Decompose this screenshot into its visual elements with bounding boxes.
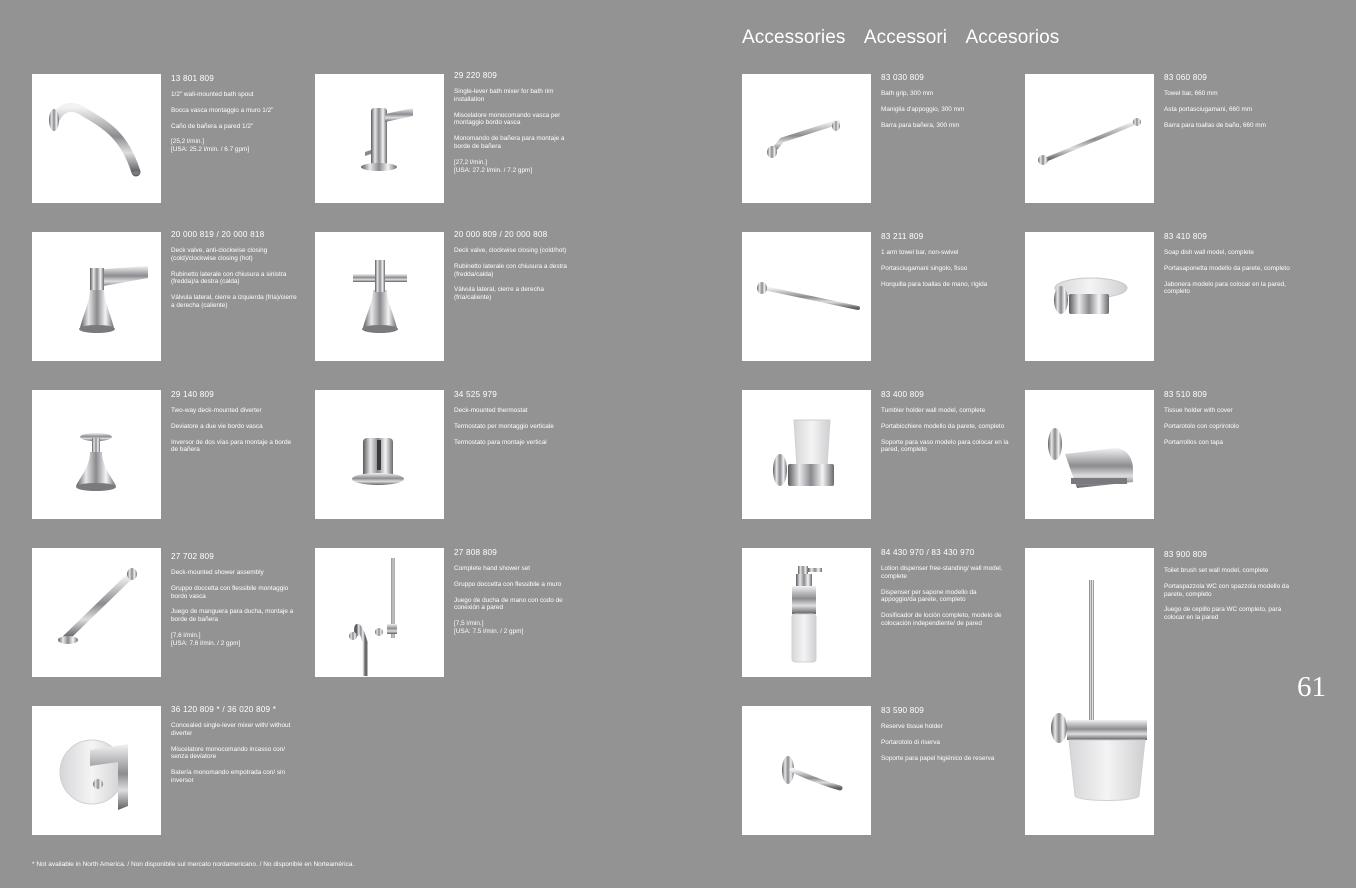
product-description: Horquilla para toallas de mano, rígida [881,280,988,288]
product-description: Maniglia d'appoggio, 300 mm [881,105,965,113]
product-image [32,548,161,677]
flow-rate: [USA: 7.5 l/min. / 2 gpm] [454,627,524,635]
product-image [315,548,444,677]
product-description: Single-lever bath mixer for bath rim installation [454,88,554,103]
product-info [171,705,299,793]
product-description: Portarotolo di riserva [881,738,940,746]
product-description: Two-way deck-mounted diverter [171,407,262,414]
product-description: Complete hand shower set [454,565,531,572]
product-description: Dispenser per sapone modello da appoggio/da parete, completo [881,588,977,604]
product-info [454,71,582,174]
product-description: Bocca vasca montaggio a muro 1/2" [171,106,274,114]
section-header [742,27,1073,49]
product-code: 83 410 809 [1164,232,1207,241]
flow-rate: [27,2 l/min.] [454,158,488,166]
product-description: 1 arm towel bar, non-swivel [881,249,959,256]
product-image [1025,548,1154,835]
product-description: Deck-mounted thermostat [454,407,528,414]
product-info [1164,73,1292,137]
product-description: Termostato per montaggio verticale [454,422,554,430]
product-image [742,232,871,361]
flow-rate: [7,6 l/min.] [171,631,201,639]
header-title-en: Accessories [742,27,846,48]
product-description: Concealed single-lever mixer with/ without diverter [171,722,291,737]
product-description: Asta portasciugamani, 660 mm [1164,105,1253,113]
product-description: Juego de manguera para ducha, montaje a borde de bañera [171,608,294,624]
product-description: Inversor de dos vías para montaje a borde de bañera [171,438,292,454]
product-description: Portasciugamani singolo, fisso [881,264,968,272]
product-description: Válvula lateral, cierre a izquierda (fría)/cierre a derecha (caliente) [171,294,297,309]
product-description: Rubinetto laterale con chiusura a sinistra (fredda)/a destra (calda) [171,270,287,286]
product-description: Monomando de bañera para montaje a borde de bañera [454,135,565,150]
product-description: Deck valve, anti-clockwise closing (cold)/clockwise closing (hot) [171,247,268,262]
product-description: Juego de ducha de mano con codo de conexión a pared [454,596,563,612]
product-description: 1/2" wall-mounted bath spout [171,91,254,98]
page-number: 61 [1297,671,1326,703]
product-image [315,390,444,519]
product-code: 83 211 809 [881,232,924,241]
product-info [171,390,299,462]
product-info [881,232,1009,296]
product-image [315,232,444,361]
product-description: Portarrollos con tapa [1164,438,1223,446]
product-info [171,74,299,154]
product-description: Portasaponetta modello da parete, completo [1164,264,1290,272]
product-description: Soporte para vaso modelo para colocar en la pared, completo [881,438,1009,454]
product-code: 83 060 809 [1164,73,1207,82]
product-description: Jabonera modelo para colocar en la pared, completo [1164,280,1286,296]
product-code: 36 120 809 * / 36 020 809 * [171,705,277,714]
product-description: Miscelatore monocomando vasca per montaggio bordo vasca [454,111,561,127]
product-description: Portarotolo con coprirotolo [1164,422,1239,430]
product-description: Rubinetto laterale con chiusura a destra (fredda/calda) [454,262,567,278]
product-description: Gruppo doccetta con flessibile montaggio bordo vasca [171,584,289,600]
product-image [1025,390,1154,519]
product-info [171,552,299,648]
product-description: Soap dish wall model, complete [1164,249,1254,256]
product-code: 83 900 809 [1164,550,1207,559]
header-title-es: Accesorios [965,27,1060,48]
product-description: Juego de cepillo para WC completo, para colocar en la pared [1164,606,1282,622]
product-image [742,390,871,519]
flow-rate: [7,5 l/min.] [454,620,484,628]
product-description: Caño de bañera a pared 1/2" [171,122,254,130]
product-info [881,73,1009,137]
product-image [742,548,871,677]
product-description: Bath grip, 300 mm [881,90,934,97]
product-code: 83 030 809 [881,73,924,82]
product-image [32,232,161,361]
product-image [742,706,871,835]
product-description: Deck-mounted shower assembly [171,569,264,576]
product-code: 83 510 809 [1164,390,1207,399]
product-info [1164,232,1292,304]
product-description: Tumbler holder wall model, complete [881,407,986,414]
product-info [171,230,299,318]
product-image [315,74,444,203]
product-description: Batería monomando empotrada con/ sin inversor [171,769,286,784]
product-info [454,230,582,310]
product-description: Miscelatore monocomando incasso con/ senza deviatore [171,745,286,761]
product-code: 20 000 809 / 20 000 808 [454,230,548,239]
flow-rate: [USA: 7.6 l/min. / 2 gpm] [171,639,241,647]
product-code: 27 702 809 [171,552,214,561]
product-image [1025,74,1154,203]
product-code: 83 400 809 [881,390,924,399]
product-code: 27 808 809 [454,548,497,557]
product-description: Soporte para papel higiénico de reserva [881,754,995,762]
product-info [881,548,1009,636]
product-code: 34 525 979 [454,390,497,399]
product-description: Deck valve, clockwise closing (cold/hot) [454,247,567,254]
product-info [881,390,1009,462]
product-description: Portaspazzola WC con spazzola modello da parete, completo [1164,582,1290,598]
product-code: 20 000 819 / 20 000 818 [171,230,265,239]
product-image [32,390,161,519]
product-image [32,706,161,835]
flow-rate: [25,2 l/min.] [171,138,205,146]
product-info [454,390,582,454]
product-description: Barra para bañera, 300 mm [881,121,960,129]
flow-rate: [USA: 27.2 l/min. / 7.2 gpm] [454,166,533,174]
product-description: Dosificador de loción completo, modelo de colocación independiente/ de pared [881,612,1002,627]
product-code: 13 801 809 [171,74,214,83]
product-code: 29 140 809 [171,390,214,399]
product-info [881,706,1009,770]
product-description: Reserve tissue holder [881,723,943,730]
product-image [742,74,871,203]
product-description: Deviatore a due vie bordo vasca [171,422,263,430]
product-description: Tissue holder with cover [1164,407,1233,414]
product-description: Portabicchiere modello da parete, completo [881,422,1005,430]
product-description: Termostato para montaje vertical [454,438,547,446]
product-description: Towel bar, 660 mm [1164,90,1218,97]
product-description: Toilet brush set wall model, complete [1164,567,1269,574]
product-code: 84 430 970 / 83 430 970 [881,548,975,557]
flow-rate: [USA: 25.2 l/min. / 6.7 gpm] [171,146,250,154]
product-description: Barra para toallas de baño, 660 mm [1164,121,1266,129]
product-code: 29 220 809 [454,71,497,80]
product-description: Gruppo doccetta con flessibile a muro [454,580,562,588]
product-image [32,74,161,203]
product-image [1025,232,1154,361]
product-info [1164,550,1292,630]
header-title-it: Accessori [863,27,948,48]
product-description: Válvula lateral, cierre a derecha (fría/caliente) [454,286,544,302]
footnote: * Not available in North America. / Non disponibile sul mercato nordamericano. / No disponible en Norteamérica. [32,861,355,868]
product-info [454,548,582,636]
product-info [1164,390,1292,454]
product-description: Lotion dispenser free-standing/ wall model, complete [881,565,1003,580]
product-code: 83 590 809 [881,706,924,715]
